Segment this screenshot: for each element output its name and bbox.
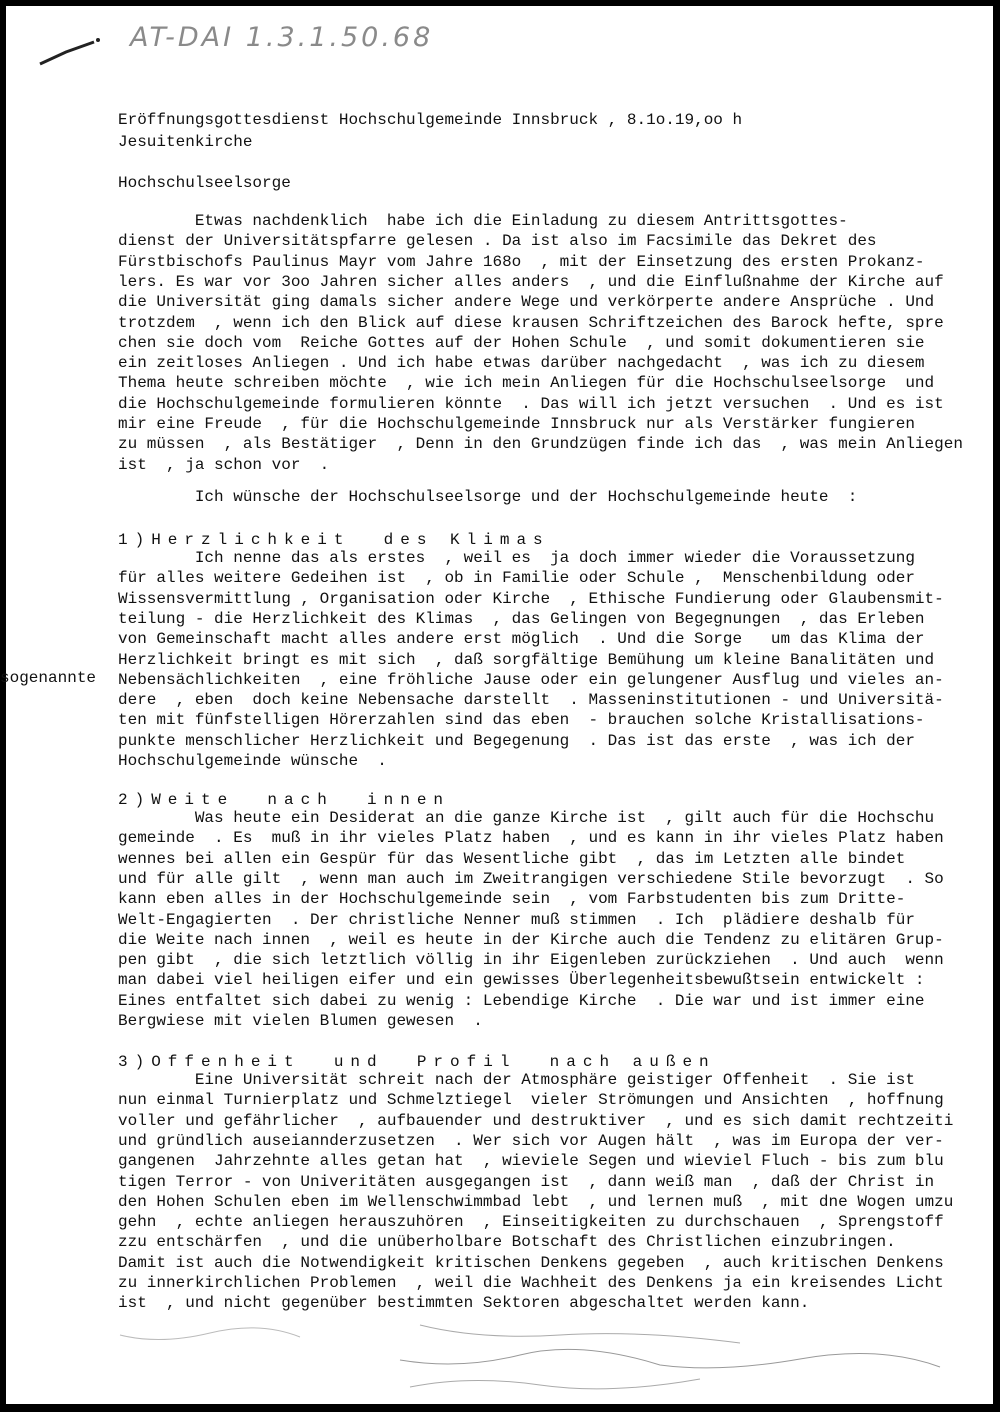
paragraph-line: für alles weitere Gedeihen ist , ob in Familie oder Schule , Menschenbildung oder [118, 569, 915, 588]
paragraph-line: Was heute ein Desiderat an die ganze Kirche ist , gilt auch für die Hochschu [118, 809, 935, 827]
paragraph-line: voller und gefährlicher , aufbauender und destruktiver , und es sich damit rechtzeiti [118, 1111, 954, 1130]
paragraph-line: zu müssen , als Bestätiger , Denn in den Grundzügen finde ich das , was mein Anliegen [118, 435, 963, 454]
handwritten-scribble-icon [100, 1315, 960, 1400]
paragraph-line: Eines entfaltet sich dabei zu wenig : Lebendige Kirche . Die war und ist immer eine [118, 991, 925, 1010]
paragraph-line: Etwas nachdenklich habe ich die Einladung zu diesem Antrittsgottes- [118, 212, 848, 230]
paragraph-line: punkte menschlicher Herzlichkeit und Begegenung . Das ist das erste , was ich der [118, 731, 915, 750]
paragraph-line: gehn , echte anliegen herauszuhören , Einseitigkeiten zu durchschauen , Sprengstoff [118, 1213, 944, 1232]
paragraph-line: ist , und nicht gegenüber bestimmten Sektoren abgeschaltet werden kann. [118, 1294, 810, 1313]
header-line-1: Eröffnungsgottesdienst Hochschulgemeinde Innsbruck , 8.1o.19,oo h [118, 111, 743, 129]
paragraph-line: die Weite nach innen , weil es heute in der Kirche auch die Tendenz zu elitären Grup- [118, 930, 944, 949]
paragraph-line: nun einmal Turnierplatz und Schmelztiegel vieler Strömungen und Ansichten , hoffnung [118, 1091, 944, 1110]
section-1-heading: 1)Herzlichkeit des Klimas [118, 531, 550, 549]
paragraph-line: den Hohen Schulen eben im Wellenschwimmbad lebt , und lernen muß , mit dne Wogen umzu [118, 1192, 954, 1211]
paragraph-line: gemeinde . Es muß in ihr vieles Platz haben , und es kann in ihr vieles Platz haben [118, 829, 944, 848]
paragraph-line: teilung - die Herzlichkeit des Klimas , das Gelingen von Begegnungen , das Erleben [118, 609, 925, 628]
scan-border-right [993, 0, 1000, 1412]
pen-mark-icon [36, 30, 106, 70]
scan-border-bottom [0, 1404, 1000, 1412]
paragraph-line: Herzlichkeit bringt es mit sich , daß sorgfältige Bemühung um kleine Banalitäten und [118, 650, 935, 669]
scan-border-left [0, 0, 6, 1412]
paragraph-line: kann eben alles in der Hochschulgemeinde sein , vom Farbstudenten bis zum Dritte- [118, 890, 906, 909]
paragraph-line: ist , ja schon vor . [118, 455, 330, 474]
paragraph-line: Ich nenne das als erstes , weil es ja doch immer wieder die Voraussetzung [118, 549, 915, 567]
paragraph-line: ein zeitloses Anliegen . Und ich habe etwas darüber nachgedacht , was ich zu diesem [118, 354, 925, 373]
paragraph-line: von Gemeinschaft macht alles andere erst möglich . Und die Sorge um das Klima der [118, 630, 925, 649]
paragraph-line: und für alle gilt , wenn man auch im Zweitrangigen verschiedene Stile bevorzugt . So [118, 869, 944, 888]
paragraph-line: mir eine Freude , für die Hochschulgemeinde Innsbruck nur als Verstärker fungieren [118, 415, 915, 433]
paragraph-line: zzu entschärfen , und die unüberholbare Botschaft des Christlichen einzubringen. [118, 1233, 896, 1252]
header-line-2: Jesuitenkirche [118, 133, 253, 151]
paragraph-line: die Hochschulgemeinde formulieren könnte . Das will ich jetzt versuchen . Und es ist [118, 394, 944, 413]
paragraph-line: Eine Universität schreit nach der Atmosphäre geistiger Offenheit . Sie ist [118, 1071, 915, 1089]
document-title: Hochschulseelsorge [118, 174, 291, 192]
paragraph-line: Hochschulgemeinde wünsche . [118, 752, 387, 770]
paragraph-line: dere , eben doch keine Nebensache darstellt . Masseninstitutionen - und Universitä- [118, 691, 944, 710]
paragraph-line: Welt-Engagierten . Der christliche Nenner muß stimmen . Ich plädiere deshalb für [118, 910, 915, 929]
paragraph-line: Thema heute schreiben möchte , wie ich mein Anliegen für die Hochschulseelsorge und [118, 374, 935, 393]
paragraph-line: wennes bei allen ein Gespür für das Wesentliche gibt , das im Letzten alle bindet [118, 849, 906, 868]
paragraph-line: trotzdem , wenn ich den Blick auf diese krausen Schriftzeichen des Barock hefte, spre [118, 313, 944, 332]
paragraph-line: Fürstbischofs Paulinus Mayr vom Jahre 168o , mit der Einsetzung des ersten Prokanz- [118, 252, 925, 271]
section-3-heading: 3)Offenheit und Profil nach außen [118, 1053, 716, 1071]
paragraph-line: gangenen Jahrzehnte alles getan hat , wieviele Segen und wieviel Fluch - bis zum blu [118, 1152, 944, 1171]
paragraph-line: die Universität ging damals sicher andere Wege und verkörperte andere Ansprüche . Und [118, 293, 935, 312]
scan-border-top [0, 0, 1000, 6]
margin-note: sogenannte [0, 669, 97, 687]
paragraph-line: ten mit fünfstelligen Hörerzahlen sind das eben - brauchen solche Kristallisations- [118, 711, 925, 730]
archive-reference: AT-DAI 1.3.1.50.68 [130, 22, 434, 53]
paragraph-line: und gründlich auseiannderzusetzen . Wer sich vor Augen hält , was im Europa der ver- [118, 1131, 944, 1150]
paragraph-line: Bergwiese mit vielen Blumen gewesen . [118, 1012, 483, 1030]
paragraph-line: dienst der Universitätspfarre gelesen . Da ist also im Facsimile das Dekret des [118, 232, 877, 251]
wish-line: Ich wünsche der Hochschulseelsorge und der Hochschulgemeinde heute : [118, 488, 858, 506]
paragraph-line: Wissensvermittlung , Organisation oder Kirche , Ethische Fundierung oder Glaubensmit- [118, 589, 944, 608]
paragraph-line: man dabei viel heiligen eifer und ein gewisses Überlegenheitsbewußtsein entwickelt : [118, 971, 925, 990]
paragraph-line: Damit ist auch die Notwendigkeit kritischen Denkens gegeben , auch kritischen Denkens [118, 1253, 944, 1272]
paragraph-line: tigen Terror - von Univeritäten ausgegangen ist , dann weiß man , daß der Christ in [118, 1172, 935, 1191]
paragraph-line: chen sie doch vom Reiche Gottes auf der Hohen Schule , und somit dokumentieren sie [118, 333, 925, 352]
paragraph-line: pen gibt , die sich letztlich völlig in ihr Eigenleben zurückziehen . Und auch wenn [118, 951, 944, 970]
paragraph-line: Nebensächlichkeiten , eine fröhliche Jause oder ein gelungener Ausflug und vieles an- [118, 670, 944, 689]
paragraph-line: zu innerkirchlichen Problemen , weil die Wachheit des Denkens ja ein kreisendes Licht [118, 1274, 944, 1292]
section-2-heading: 2)Weite nach innen [118, 791, 451, 809]
paragraph-line: lers. Es war vor 3oo Jahren sicher alles anders , und die Einflußnahme der Kirche auf [118, 272, 944, 291]
